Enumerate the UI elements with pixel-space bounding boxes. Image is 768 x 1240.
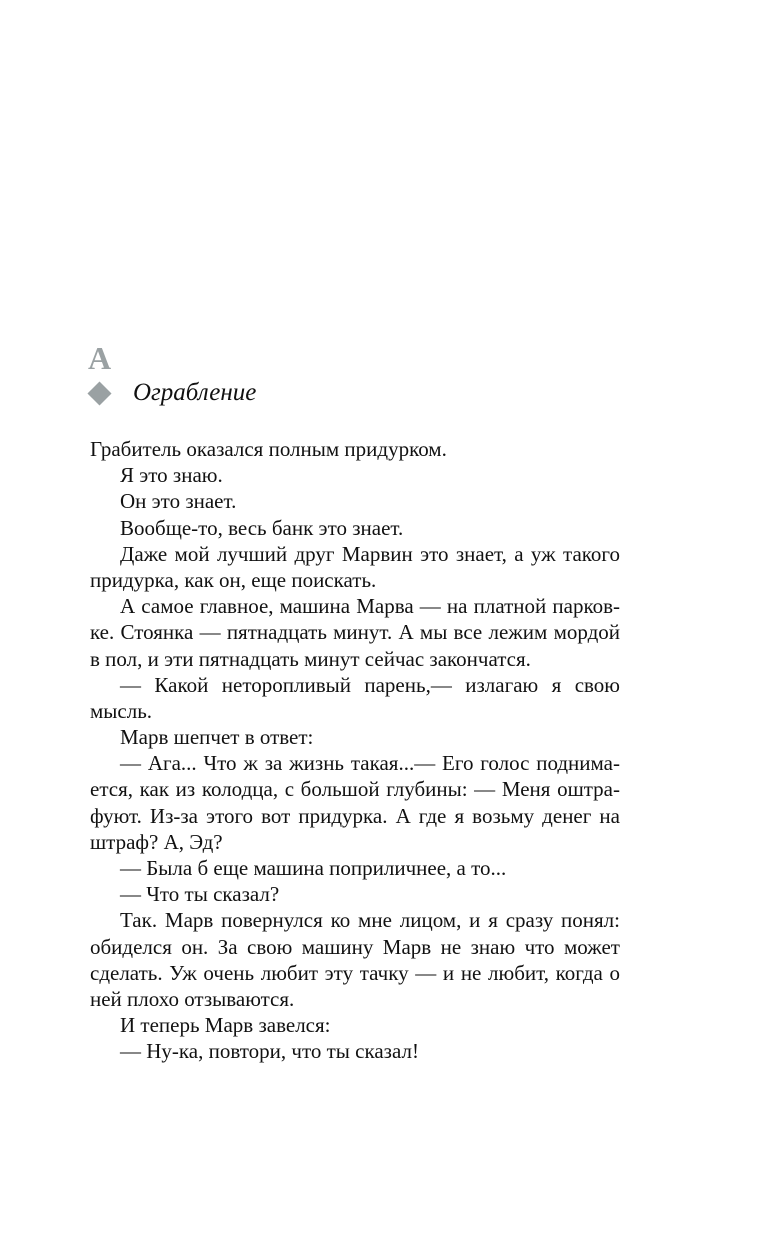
- text-line: Он это знает.: [120, 489, 237, 514]
- text-line: штраф? А, Эд?: [90, 829, 223, 854]
- text-line: — Была б еще машина поприличнее, а то...: [120, 856, 507, 880]
- text-line: Я это знаю.: [120, 463, 223, 488]
- text-line: Вообще-то, весь банк это знает.: [120, 515, 404, 540]
- text-line: ке. Стоянка — пятнадцать минут. А мы все лежим мордой: [90, 620, 620, 645]
- text-line: ней плохо отзываются.: [90, 986, 295, 1011]
- text-line: Даже мой лучший друг Марвин это знает, а уж такого: [120, 541, 620, 566]
- text-line: Грабитель оказался полным придурком.: [90, 437, 447, 461]
- text-line: обиделся он. За свою машину Марв не знаю что может: [90, 934, 620, 959]
- text-line: мысль.: [90, 698, 153, 723]
- text-line: — Ну-ка, повтори, что ты сказал!: [120, 1039, 419, 1064]
- text-line: — Ага... Что ж за жизнь такая...— Его голос поднима-: [120, 751, 620, 776]
- text-line: — Какой неторопливый парень,— излагаю я свою: [120, 672, 620, 697]
- text-line: придурка, как он, еще поискать.: [90, 567, 377, 592]
- body-text: [90, 436, 620, 1065]
- text-line: — Что ты сказал?: [120, 882, 280, 907]
- diamond-icon: [87, 381, 111, 405]
- text-line: ется, как из колодца, с большой глубины: — Меня оштра-: [90, 777, 620, 802]
- chapter-title: Ограбление: [133, 379, 257, 406]
- text-line: Так. Марв повернулся ко мне лицом, и я сразу понял:: [120, 908, 620, 933]
- text-line: И теперь Марв завелся:: [120, 1013, 331, 1038]
- text-line: Марв шепчет в ответ:: [120, 725, 314, 750]
- text-line: фуют. Из-за этого вот придурка. А где я возьму денег на: [90, 803, 620, 828]
- text-line: в пол, и эти пятнадцать минут сейчас закончатся.: [90, 646, 531, 671]
- text-line: сделать. Уж очень любит эту тачку — и не любит, когда о: [90, 960, 620, 985]
- text-line: А самое главное, машина Марва — на платной парков-: [120, 594, 620, 619]
- chapter-letter: А: [88, 340, 112, 376]
